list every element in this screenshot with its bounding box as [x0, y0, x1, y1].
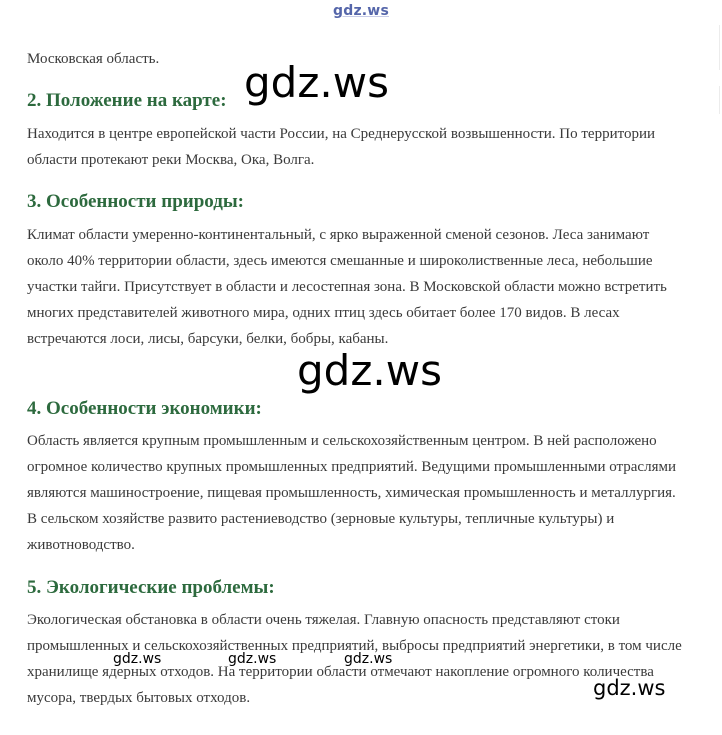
intro-text: Московская область.	[27, 51, 160, 67]
section-text-ecology: Экологическая обстановка в области очень тяжелая. Главную опасность представляют стоки промышленных и сельскохозяйственных предприятий, выбросы предприятий энергетики, в том числе хранилище ядерных отходов. На территории области отмечают накопление огромного количества мусора, твердых бытовых отходов.	[27, 612, 682, 706]
section-heading-nature: 3. Особенности природы:	[27, 191, 245, 212]
watermark-large-2: gdz.ws	[297, 346, 442, 395]
watermark-small-3: gdz.ws	[344, 651, 393, 667]
watermark-small-1: gdz.ws	[113, 651, 162, 667]
watermark-large-1: gdz.ws	[244, 58, 389, 107]
section-text-economy: Область является крупным промышленным и сельскохозяйственным центром. В ней расположено огромное количество крупных промышленных предприятий. Ведущими промышленными отраслями являются машиностроение, пищевая промышленность, химическая промышленность и металлургия. В сельском хозяйстве развито растениеводство (зерновые культуры, тепличные культуры) и животноводство.	[27, 433, 676, 553]
next-heading-cutoff	[27, 728, 267, 735]
section-text-nature: Климат области умеренно-континентальный, с ярко выраженной сменой сезонов. Леса занимают около 40% территории области, здесь имеются смешанные и широколиственные леса, небольшие участки тайги. Присутствует в области и лесостепная зона. В Московской области можно встретить многих представителей животного мира, одних птиц здесь обитает более 170 видов. В лесах встречаются лоси, лисы, барсуки, белки, бобры, кабаны.	[27, 227, 667, 347]
section-heading-economy: 4. Особенности экономики:	[27, 398, 262, 419]
watermark-mid: gdz.ws	[593, 676, 666, 700]
section-heading-map-position: 2. Положение на карте:	[27, 90, 227, 111]
watermark-small-2: gdz.ws	[228, 651, 277, 667]
section-heading-ecology: 5. Экологические проблемы:	[27, 577, 275, 598]
section-text-map-position: Находится в центре европейской части России, на Среднерусской возвышенности. По территории области протекают реки Москва, Ока, Волга.	[27, 126, 656, 168]
top-watermark: gdz.ws	[333, 3, 389, 19]
